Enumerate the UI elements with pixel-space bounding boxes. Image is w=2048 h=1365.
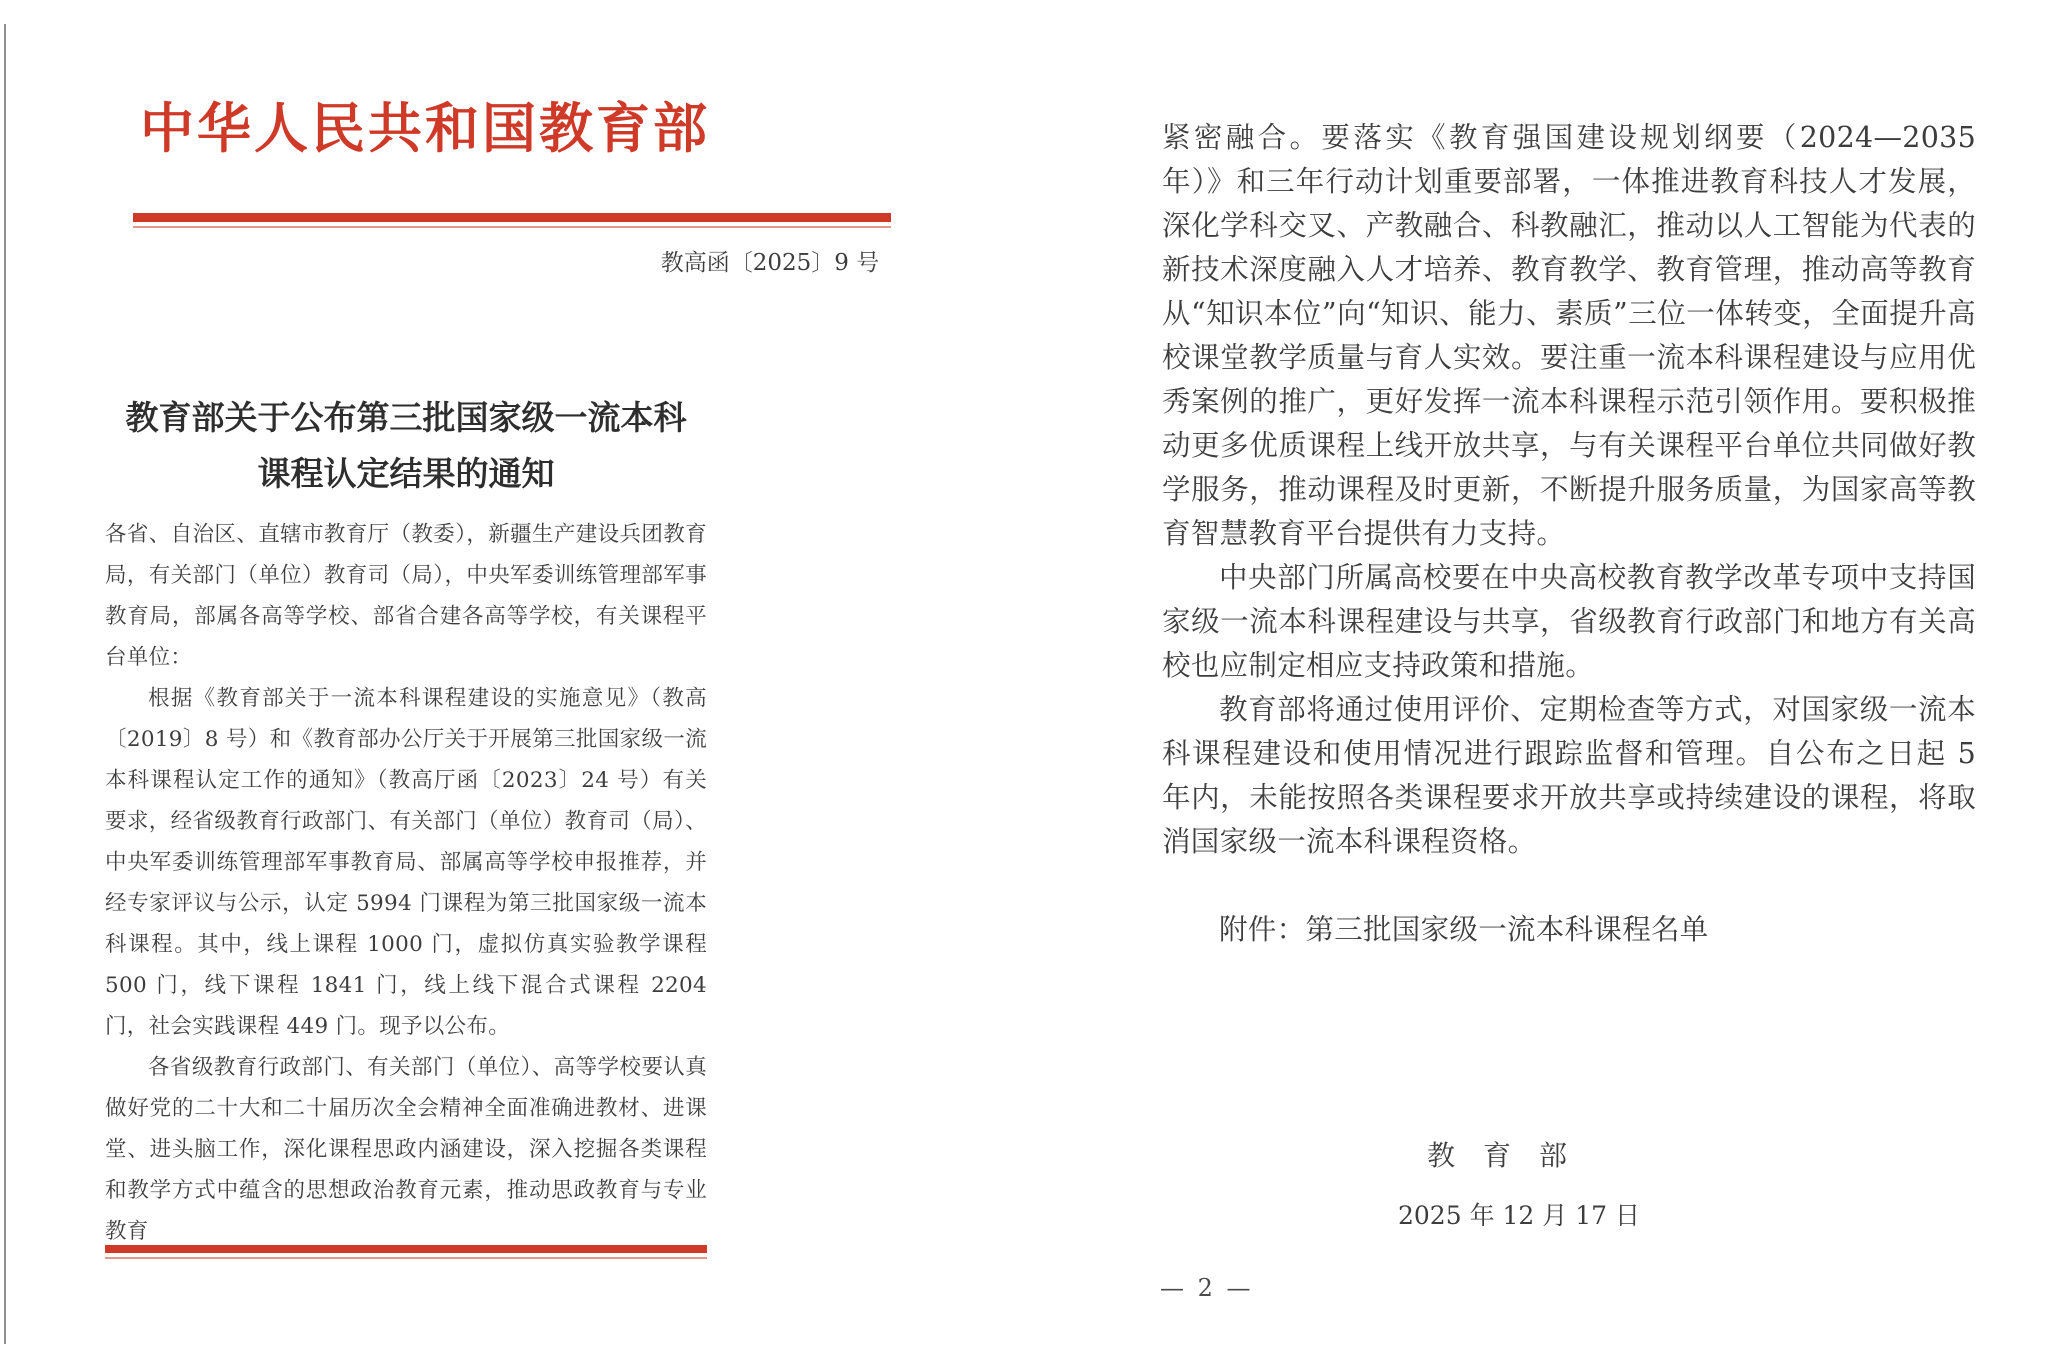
document-title — [105, 390, 707, 502]
document-title-line-2: 课程认定结果的通知 — [257, 454, 555, 493]
page-number: — 2 — — [1160, 1274, 1254, 1302]
page1-footer-rule-thin — [105, 1257, 707, 1259]
salutation-paragraph: 各省、自治区、直辖市教育厅（教委），新疆生产建设兵团教育局，有关部门（单位）教育司（局），中央军委训练管理部军事教育局，部属各高等学校、部省合建各高等学校，有关课程平台单位： — [105, 522, 707, 670]
document-reference-number: 教高函〔2025〕9 号 — [660, 250, 880, 276]
page1-body — [105, 514, 707, 1252]
basis-paragraph: 根据《教育部关于一流本科课程建设的实施意见》（教高〔2019〕8 号）和《教育部办公厅关于开展第三批国家级一流本科课程认定工作的通知》（教高厅函〔2023〕24 号）有关要求，经省级教育行政部门、有关部门（单位）教育司（局）、中央军委训练管理部军事教育局、部属高等学校申报推荐，并经专家评议与公示，认定 5994 门课程为第三批国家级一流本科课程。其中，线上课程 1000 门，虚拟仿真实验教学课程 500 门，线下课程 1841 门，线上线下混合式课程 2204 门，社会实践课程 449 门。现予以公布。 — [105, 686, 707, 1039]
requirements-paragraph-part1: 各省级教育行政部门、有关部门（单位）、高等学校要认真做好党的二十大和二十届历次全会精神全面准确进教材、进课堂、进头脑工作，深化课程思政内涵建设，深入挖掘各类课程和教学方式中蕴含的思想政治教育元素，推动思政教育与专业教育 — [105, 1055, 707, 1244]
signature-date: 2025 年 12 月 17 日 — [1398, 1201, 1640, 1230]
page1-footer-rule-thick — [105, 1245, 707, 1253]
page2-body — [1162, 116, 1976, 952]
supervision-paragraph: 教育部将通过使用评价、定期检查等方式，对国家级一流本科课程建设和使用情况进行跟踪监督和管理。自公布之日起 5 年内，未能按照各类课程要求开放共享或持续建设的课程，将取消国家级一流本科课程资格。 — [1162, 693, 1976, 858]
agency-letterhead: 中华人民共和国教育部 — [140, 96, 710, 160]
central-universities-paragraph: 中央部门所属高校要在中央高校教育教学改革专项中支持国家级一流本科课程建设与共享，省级教育行政部门和地方有关高校也应制定相应支持政策和措施。 — [1162, 561, 1976, 682]
signature-agency: 教 育 部 — [1426, 1139, 1567, 1172]
requirements-paragraph-part2: 紧密融合。要落实《教育强国建设规划纲要（2024—2035 年）》和三年行动计划重要部署，一体推进教育科技人才发展，深化学科交叉、产教融合、科教融汇，推动以人工智能为代表的新技术深度融入人才培养、教育教学、教育管理，推动高等教育从“知识本位”向“知识、能力、素质”三位一体转变，全面提升高校课堂教学质量与育人实效。要注重一流本科课程建设与应用优秀案例的推广，更好发挥一流本科课程示范引领作用。要积极推动更多优质课程上线开放共享，与有关课程平台单位共同做好教学服务，推动课程及时更新，不断提升服务质量，为国家高等教育智慧教育平台提供有力支持。 — [1162, 121, 1976, 550]
attachment-line: 附件：第三批国家级一流本科课程名单 — [1219, 913, 1709, 946]
letterhead-rule-thick — [133, 213, 891, 222]
letterhead-rule-thin — [133, 226, 891, 228]
scan-edge-line — [4, 24, 6, 1344]
document-title-line-1: 教育部关于公布第三批国家级一流本科 — [125, 398, 687, 437]
